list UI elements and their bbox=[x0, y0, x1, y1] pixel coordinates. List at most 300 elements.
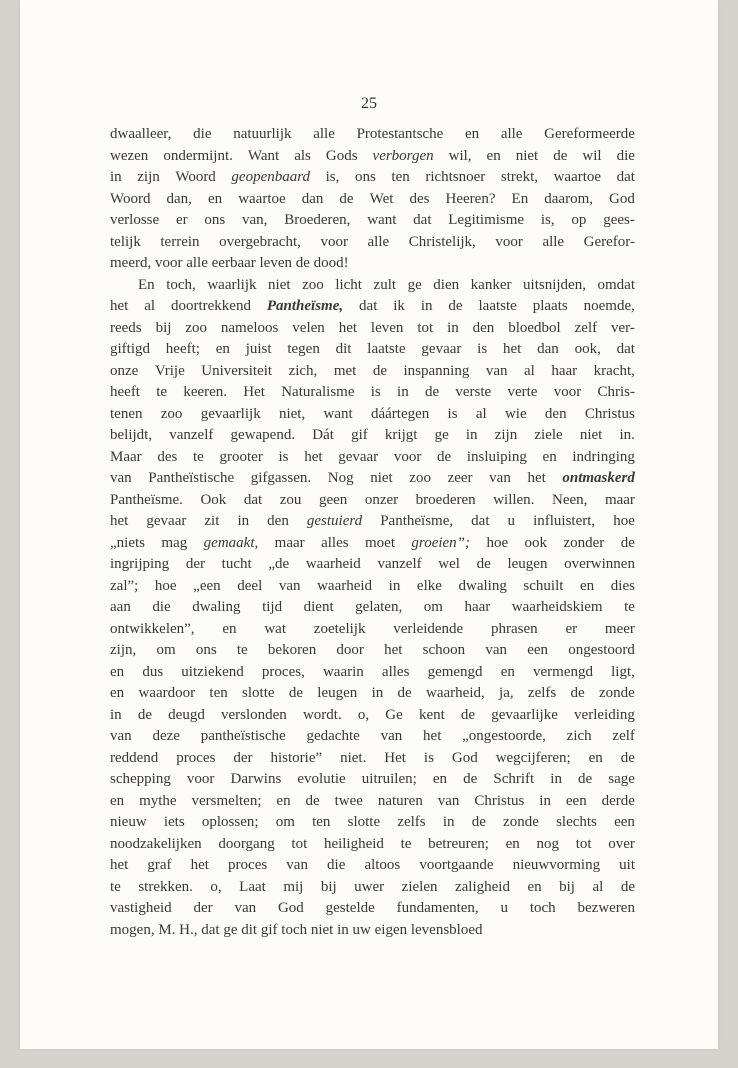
word: zich bbox=[566, 728, 592, 744]
word: is bbox=[423, 749, 434, 766]
word: kanker bbox=[470, 276, 512, 293]
word: in bbox=[442, 814, 455, 830]
word: alle bbox=[542, 233, 565, 250]
word: maar bbox=[274, 534, 305, 551]
word: moet bbox=[365, 534, 395, 551]
word: want bbox=[323, 405, 353, 422]
word: ten bbox=[312, 814, 331, 830]
word: de bbox=[620, 878, 635, 895]
word: gevaarlijk bbox=[200, 405, 261, 422]
word: in bbox=[110, 169, 122, 185]
word: de bbox=[437, 448, 452, 465]
word: er bbox=[175, 212, 188, 228]
word: gif bbox=[260, 921, 278, 938]
word: zonde bbox=[503, 814, 539, 830]
book-page bbox=[20, 0, 718, 1049]
word: niet. bbox=[340, 749, 367, 766]
word: bekoren bbox=[267, 642, 317, 658]
word: M. bbox=[158, 921, 176, 938]
text-line bbox=[110, 490, 635, 512]
word: en bbox=[207, 190, 223, 207]
word: ons bbox=[195, 642, 217, 658]
word: gelaten, bbox=[355, 599, 403, 615]
word: leugen bbox=[317, 685, 358, 701]
word: laatste bbox=[478, 298, 517, 314]
word: meerd, bbox=[110, 255, 152, 271]
word: en bbox=[588, 749, 603, 766]
word: nog bbox=[536, 835, 559, 852]
word: te bbox=[193, 448, 204, 465]
word: Het bbox=[384, 749, 406, 766]
word: dat bbox=[413, 212, 432, 228]
word: alle bbox=[186, 255, 208, 271]
word: indringing bbox=[572, 448, 635, 465]
word: ziele bbox=[534, 427, 563, 443]
word: gemaakt, bbox=[203, 534, 259, 551]
text-line bbox=[110, 124, 635, 146]
word: is bbox=[447, 405, 458, 422]
word: waardoor bbox=[138, 685, 196, 701]
word: Pantheïsme, bbox=[380, 513, 454, 529]
text-line bbox=[110, 447, 635, 469]
word: van bbox=[110, 470, 132, 486]
text-line bbox=[110, 339, 635, 361]
word: doorgang bbox=[218, 835, 275, 852]
word: al bbox=[592, 878, 604, 895]
word: de bbox=[463, 771, 478, 787]
text-line bbox=[110, 361, 635, 383]
word: gedachte bbox=[306, 728, 360, 744]
word: versmelten; bbox=[191, 792, 262, 809]
word: voor bbox=[553, 384, 582, 400]
word: er bbox=[565, 620, 578, 637]
word: iets bbox=[163, 814, 185, 830]
word: uitziekend bbox=[181, 663, 244, 680]
text-line bbox=[110, 640, 635, 662]
word: sage bbox=[608, 771, 635, 787]
word: haar bbox=[551, 362, 578, 379]
word: evolutie bbox=[297, 771, 346, 787]
text-line bbox=[110, 253, 635, 275]
word: waarlijk bbox=[207, 276, 257, 293]
word: zal”; bbox=[110, 577, 139, 594]
word: der bbox=[233, 749, 253, 766]
word: influistert, bbox=[533, 513, 596, 529]
word: belijdt, bbox=[110, 427, 153, 443]
word: van bbox=[485, 642, 508, 658]
word: ons bbox=[204, 212, 226, 228]
word: dies bbox=[610, 577, 635, 594]
word: verste bbox=[455, 384, 492, 400]
word: en bbox=[222, 620, 237, 637]
word: ongestoord bbox=[568, 642, 635, 658]
text-line bbox=[110, 705, 635, 727]
word: de bbox=[578, 771, 593, 787]
word: in bbox=[550, 771, 562, 787]
word: H., bbox=[179, 921, 198, 938]
word: tenen bbox=[110, 405, 143, 422]
word: ligt, bbox=[611, 663, 635, 680]
word: zielen bbox=[401, 878, 438, 895]
text-line bbox=[110, 726, 635, 748]
word: den bbox=[267, 513, 289, 529]
word: van, bbox=[242, 212, 268, 228]
word: noemde, bbox=[583, 298, 635, 314]
word: God bbox=[277, 900, 304, 916]
text-line bbox=[110, 210, 635, 232]
word: waarheid bbox=[317, 577, 373, 594]
word: Ge bbox=[385, 706, 403, 723]
word: in bbox=[420, 298, 433, 314]
word: van bbox=[286, 857, 308, 873]
word: elke bbox=[416, 577, 442, 594]
word: de bbox=[295, 255, 310, 271]
word: overwinnen bbox=[564, 556, 635, 572]
word: phrasen bbox=[491, 620, 538, 637]
word: de bbox=[476, 556, 491, 572]
word: gevaar bbox=[421, 341, 462, 357]
word: twee bbox=[334, 792, 363, 809]
word: u bbox=[507, 513, 516, 529]
word: zoo bbox=[160, 405, 183, 422]
word: zelf bbox=[612, 728, 635, 744]
word: deugd bbox=[168, 706, 205, 723]
word: des bbox=[157, 448, 178, 465]
word: betreuren; bbox=[428, 835, 489, 852]
word: een bbox=[527, 642, 549, 658]
word: niet bbox=[310, 921, 334, 938]
word: krijgt bbox=[384, 427, 418, 443]
word: zelf bbox=[574, 319, 598, 336]
word: niet bbox=[515, 147, 539, 164]
word: wil, bbox=[448, 147, 472, 164]
text-line bbox=[110, 189, 635, 211]
word: alles bbox=[381, 663, 410, 680]
word: vastigheid bbox=[110, 900, 172, 916]
word: en bbox=[505, 835, 520, 852]
word: niet bbox=[579, 427, 603, 443]
word: dan bbox=[537, 341, 559, 357]
word: slotte bbox=[347, 814, 381, 830]
word: zoetelijk bbox=[313, 620, 366, 637]
word: de bbox=[460, 706, 476, 723]
word: Christus bbox=[474, 792, 525, 809]
text-line bbox=[110, 533, 635, 555]
word: En bbox=[138, 276, 155, 293]
word: Chris- bbox=[597, 384, 635, 400]
word: ik bbox=[393, 298, 405, 314]
word: zich, bbox=[288, 362, 318, 379]
text-line bbox=[110, 769, 635, 791]
word: toch bbox=[529, 900, 556, 916]
word: Universiteit bbox=[201, 362, 273, 379]
word: het bbox=[338, 319, 358, 336]
word: Protestantsche bbox=[356, 126, 444, 142]
word: Want bbox=[247, 147, 280, 164]
word: als bbox=[294, 147, 311, 164]
word: uit bbox=[619, 857, 635, 873]
word: gees- bbox=[603, 212, 635, 228]
word: dood! bbox=[313, 255, 349, 271]
word: het bbox=[110, 513, 129, 529]
word: laatste bbox=[367, 341, 406, 357]
word: ingrijping bbox=[110, 556, 170, 572]
word: God bbox=[451, 749, 478, 766]
word: voor bbox=[154, 255, 183, 271]
word: waartoe bbox=[553, 169, 602, 185]
word: gevaar bbox=[338, 448, 379, 465]
word: het bbox=[190, 857, 209, 873]
word: zit bbox=[204, 513, 220, 529]
text-line bbox=[110, 877, 635, 899]
text-line bbox=[110, 296, 635, 318]
word: uw bbox=[352, 921, 371, 938]
word: wil bbox=[582, 147, 602, 164]
word: keeren. bbox=[183, 384, 228, 400]
text-line bbox=[110, 619, 635, 641]
word: dáártegen bbox=[370, 405, 430, 422]
word: Darwins bbox=[230, 771, 282, 787]
word: door bbox=[336, 642, 364, 658]
word: gifgassen. bbox=[250, 470, 312, 486]
word: ook bbox=[524, 534, 548, 551]
word: vermengd bbox=[533, 663, 593, 680]
word: over bbox=[608, 835, 635, 852]
word: velen bbox=[292, 319, 325, 336]
word: waarheid, bbox=[426, 685, 485, 701]
word: den bbox=[544, 405, 567, 422]
word: slotte bbox=[242, 685, 275, 701]
word: Schrift bbox=[493, 771, 535, 787]
word: hoe bbox=[486, 534, 509, 551]
word: ook, bbox=[574, 341, 601, 357]
word: wordt. bbox=[302, 706, 342, 723]
word: wegcijferen; bbox=[495, 749, 571, 766]
word: gestelde bbox=[325, 900, 375, 916]
text-line bbox=[110, 834, 635, 856]
word: ver- bbox=[611, 319, 635, 336]
word: om bbox=[156, 642, 176, 658]
text-line bbox=[110, 511, 635, 533]
word: eigen bbox=[374, 921, 408, 938]
word: Het bbox=[243, 384, 265, 400]
word: voor bbox=[495, 233, 523, 250]
word: Gerefor- bbox=[583, 233, 635, 250]
word: dus bbox=[142, 663, 164, 680]
word: dwaling bbox=[458, 577, 507, 594]
word: onzer bbox=[364, 491, 399, 508]
word: mij bbox=[283, 878, 304, 895]
word: en bbox=[542, 448, 557, 465]
word: tot bbox=[291, 835, 308, 852]
word: en bbox=[110, 663, 125, 680]
word: die bbox=[616, 147, 635, 164]
word: Woord bbox=[110, 190, 151, 207]
word: want bbox=[367, 212, 397, 228]
word: in bbox=[371, 685, 384, 701]
word: uwer bbox=[354, 878, 385, 895]
word: in bbox=[110, 706, 122, 723]
word: Wet bbox=[369, 190, 394, 207]
text-line bbox=[110, 382, 635, 404]
word: proces, bbox=[261, 663, 305, 680]
word: dwaling bbox=[192, 599, 241, 615]
word: overgebracht, bbox=[219, 233, 301, 250]
word: de bbox=[553, 147, 568, 164]
word: is, bbox=[540, 212, 555, 228]
word: de bbox=[305, 792, 320, 809]
word: heiligheid bbox=[323, 835, 384, 852]
word: reddend bbox=[110, 749, 159, 766]
word: heeft bbox=[110, 384, 140, 400]
word: voor bbox=[186, 771, 215, 787]
word: de bbox=[620, 749, 635, 766]
word: doortrekkend bbox=[170, 298, 251, 314]
word: reeds bbox=[110, 319, 142, 336]
word: tot bbox=[575, 835, 592, 852]
word: de bbox=[288, 685, 303, 701]
word: alle bbox=[313, 126, 335, 142]
word: noodzakelijken bbox=[110, 835, 202, 852]
word: niet, bbox=[278, 405, 306, 422]
word: omdat bbox=[597, 276, 635, 293]
word: niet bbox=[268, 276, 291, 293]
word: nieuw bbox=[110, 814, 147, 830]
word: en bbox=[110, 685, 125, 701]
word: alle bbox=[367, 233, 390, 250]
word: van bbox=[110, 728, 132, 744]
word: voortgaande bbox=[419, 857, 494, 873]
word: graf bbox=[147, 857, 172, 873]
text-line bbox=[110, 318, 635, 340]
word: Christus bbox=[584, 405, 635, 422]
text-line bbox=[110, 275, 635, 297]
word: verleiding bbox=[574, 706, 635, 723]
word: God bbox=[609, 190, 635, 207]
word: zijn bbox=[494, 427, 518, 443]
word: tot bbox=[417, 319, 434, 336]
word: der bbox=[185, 556, 205, 572]
word: die bbox=[327, 857, 346, 873]
word: groeien”; bbox=[411, 534, 471, 551]
word: zelfs bbox=[527, 685, 557, 701]
word: van bbox=[234, 900, 257, 916]
word: bij bbox=[155, 319, 172, 336]
word: Dát bbox=[312, 427, 334, 443]
word: mythe bbox=[139, 792, 177, 809]
word: verte bbox=[507, 384, 538, 400]
word: heeft; bbox=[165, 341, 200, 357]
word: van bbox=[278, 577, 301, 594]
word: zijn bbox=[137, 169, 160, 185]
word: „een bbox=[193, 577, 221, 594]
text-line bbox=[110, 662, 635, 684]
word: gestuierd bbox=[306, 513, 363, 529]
word: ten bbox=[209, 685, 228, 701]
word: zonde bbox=[599, 685, 635, 701]
word: Nog bbox=[327, 470, 354, 486]
word: al bbox=[524, 362, 535, 379]
word: met bbox=[333, 362, 357, 379]
word: naturen bbox=[377, 792, 423, 809]
word: gevaarlijke bbox=[491, 706, 558, 723]
word: en bbox=[527, 878, 542, 895]
word: nameloos bbox=[220, 319, 279, 336]
word: hoe bbox=[154, 577, 177, 594]
word: zult bbox=[373, 276, 397, 293]
word: het bbox=[527, 470, 546, 486]
word: Gereformeerde bbox=[544, 126, 635, 142]
word: „niets bbox=[110, 534, 145, 551]
word: daarom, bbox=[544, 190, 593, 207]
word: het bbox=[110, 298, 129, 314]
word: het bbox=[502, 341, 522, 357]
word: meer bbox=[604, 620, 635, 637]
word: niet bbox=[370, 470, 393, 486]
word: in. bbox=[619, 427, 635, 443]
word: leugen bbox=[507, 556, 548, 572]
word: gewapend. bbox=[230, 427, 296, 443]
word: verslonden bbox=[220, 706, 287, 723]
word: dit bbox=[335, 341, 352, 357]
word: ja, bbox=[499, 685, 514, 701]
word: schepping bbox=[110, 771, 171, 787]
word: insluiping bbox=[466, 448, 527, 465]
word: Maar bbox=[110, 448, 142, 465]
word: vanzelf bbox=[169, 427, 214, 443]
word: de bbox=[372, 362, 387, 379]
word: des bbox=[409, 190, 430, 207]
word: Pantheïsme, bbox=[266, 298, 344, 314]
word: de bbox=[397, 685, 412, 701]
word: dan bbox=[301, 190, 324, 207]
word: proces bbox=[176, 749, 216, 766]
word: leven bbox=[370, 319, 404, 336]
word: deze bbox=[152, 728, 180, 744]
word: te bbox=[156, 384, 168, 400]
text-line bbox=[110, 404, 635, 426]
word: geen bbox=[318, 491, 348, 508]
word: wezen bbox=[110, 147, 149, 164]
word: tegen bbox=[287, 341, 320, 357]
word: ontwikkelen”, bbox=[110, 620, 195, 637]
word: mag bbox=[161, 534, 188, 551]
word: telijk bbox=[110, 233, 141, 250]
word: richtsnoer bbox=[425, 169, 486, 185]
word: en bbox=[432, 771, 448, 787]
word: Broederen, bbox=[284, 212, 351, 228]
word: dat bbox=[471, 513, 490, 529]
word: tijd bbox=[262, 599, 283, 615]
word: Ook bbox=[200, 491, 227, 508]
word: is bbox=[370, 384, 381, 400]
word: toch, bbox=[166, 276, 196, 293]
word: haar bbox=[464, 599, 491, 615]
word: zoo bbox=[409, 470, 431, 486]
word: de bbox=[448, 298, 463, 314]
word: leven bbox=[259, 255, 292, 271]
word: Heeren? bbox=[445, 190, 496, 207]
word: vanzelf bbox=[377, 556, 422, 572]
word: de bbox=[339, 190, 354, 207]
word: het bbox=[110, 857, 129, 873]
word: en bbox=[276, 792, 291, 809]
word: al bbox=[144, 298, 156, 314]
word: mogen, bbox=[110, 921, 155, 938]
word: fundamenten, bbox=[396, 900, 479, 916]
word: juist bbox=[245, 341, 272, 357]
word: waarheid bbox=[305, 556, 361, 572]
